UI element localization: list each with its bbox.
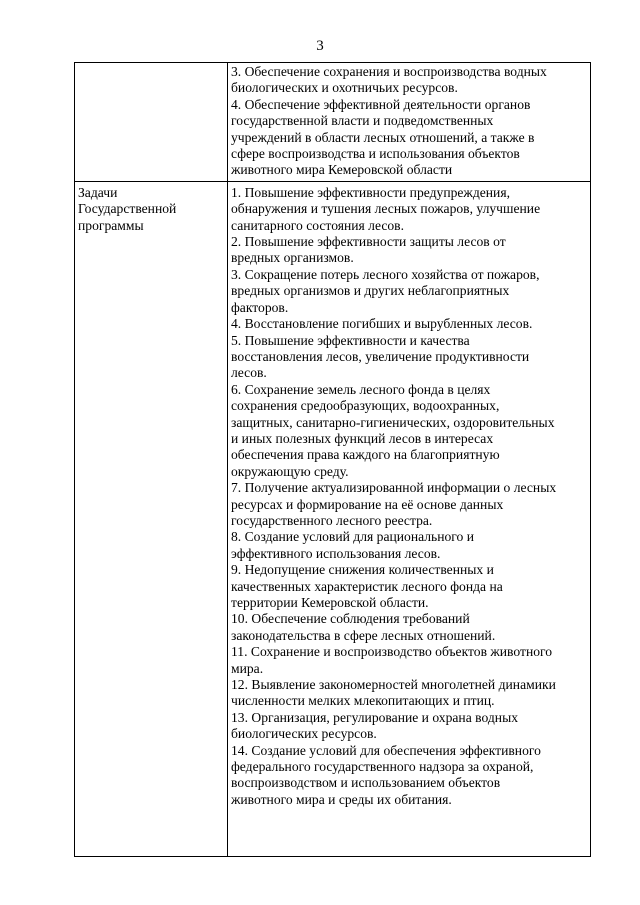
- row-label-cell: [75, 63, 228, 182]
- text-line: законодательства в сфере лесных отношений.: [231, 627, 496, 643]
- text-line: сохранения средообразующих, водоохранных,: [231, 398, 500, 414]
- text-line: обнаружения и тушения лесных пожаров, улучшение: [231, 201, 541, 217]
- text-line: животного мира Кемеровской области: [231, 162, 453, 178]
- text-line: 10. Обеспечение соблюдения требований: [231, 611, 470, 627]
- text-line: 1. Повышение эффективности предупреждения,: [231, 184, 510, 200]
- text-line: 4. Обеспечение эффективной деятельности органов: [231, 96, 531, 112]
- text-line: сфере воспроизводства и использования объектов: [231, 146, 520, 162]
- text-line: обеспечения права каждого на благоприятную: [231, 447, 500, 463]
- text-line: 11. Сохранение и воспроизводство объектов животного: [231, 644, 553, 660]
- text-line: территории Кемеровской области.: [231, 595, 429, 610]
- tasks-label: [78, 185, 225, 234]
- table-row-goals-continued: [75, 63, 591, 182]
- text-line: эффективного использования лесов.: [231, 545, 441, 561]
- text-line: 3. Обеспечение сохранения и воспроизводства водных: [231, 64, 547, 79]
- text-line: санитарного состояния лесов.: [231, 217, 404, 233]
- text-line: окружающую среду.: [231, 463, 349, 479]
- text-line: 9. Недопущение снижения количественных и: [231, 562, 494, 578]
- text-line: 3. Сокращение потерь лесного хозяйства от пожаров,: [231, 266, 540, 282]
- text-line: факторов.: [231, 299, 289, 315]
- text-line: 8. Создание условий для рационального и: [231, 529, 475, 545]
- text-line: 5. Повышение эффективности и качества: [231, 332, 470, 348]
- page-number: 3: [316, 38, 324, 54]
- text-line: и иных полезных функций лесов в интересах: [231, 430, 494, 446]
- text-line: биологических и охотничьих ресурсов.: [231, 80, 458, 96]
- text-line: вредных организмов.: [231, 250, 354, 266]
- text-line: лесов.: [231, 365, 267, 381]
- label-line: Государственной: [78, 201, 177, 217]
- program-passport-table: [74, 62, 591, 857]
- text-line: мира.: [231, 660, 264, 676]
- text-line: 13. Организация, регулирование и охрана водных: [231, 709, 518, 725]
- text-line: животного мира и среды их обитания.: [231, 791, 452, 807]
- text-line: биологических ресурсов.: [231, 726, 377, 742]
- text-line: 2. Повышение эффективности защиты лесов от: [231, 234, 506, 250]
- text-line: 14. Создание условий для обеспечения эффективного: [231, 742, 541, 758]
- table-row-tasks: [75, 181, 591, 856]
- text-line: 6. Сохранение земель лесного фонда в целях: [231, 381, 491, 397]
- text-line: восстановления лесов, увеличение продуктивности: [231, 348, 530, 364]
- text-line: численности мелких млекопитающих и птиц.: [231, 693, 495, 709]
- text-line: ресурсах и формирование на её основе данных: [231, 496, 504, 512]
- row-label-cell: [75, 181, 228, 856]
- text-line: 7. Получение актуализированной информации о лесных: [231, 480, 557, 496]
- text-line: 4. Восстановление погибших и вырубленных лесов.: [231, 316, 533, 332]
- text-line: воспроизводством и использованием объектов: [231, 775, 501, 791]
- text-line: государственного лесного реестра.: [231, 512, 433, 528]
- tasks-text: [231, 185, 588, 808]
- text-line: учреждений в области лесных отношений, а также в: [231, 129, 535, 145]
- tasks-text-cell: [228, 181, 591, 856]
- goals-text: [231, 64, 588, 179]
- text-line: государственной власти и подведомственных: [231, 113, 494, 129]
- label-line: Задачи: [78, 184, 118, 200]
- text-line: качественных характеристик лесного фонда на: [231, 578, 503, 594]
- label-line: программы: [78, 217, 144, 233]
- goals-text-cell: [228, 63, 591, 182]
- text-line: федерального государственного надзора за охраной,: [231, 759, 534, 775]
- text-line: защитных, санитарно-гигиенических, оздоровительных: [231, 414, 555, 430]
- text-line: вредных организмов и других неблагоприятных: [231, 283, 510, 299]
- text-line: 12. Выявление закономерностей многолетней динамики: [231, 677, 556, 693]
